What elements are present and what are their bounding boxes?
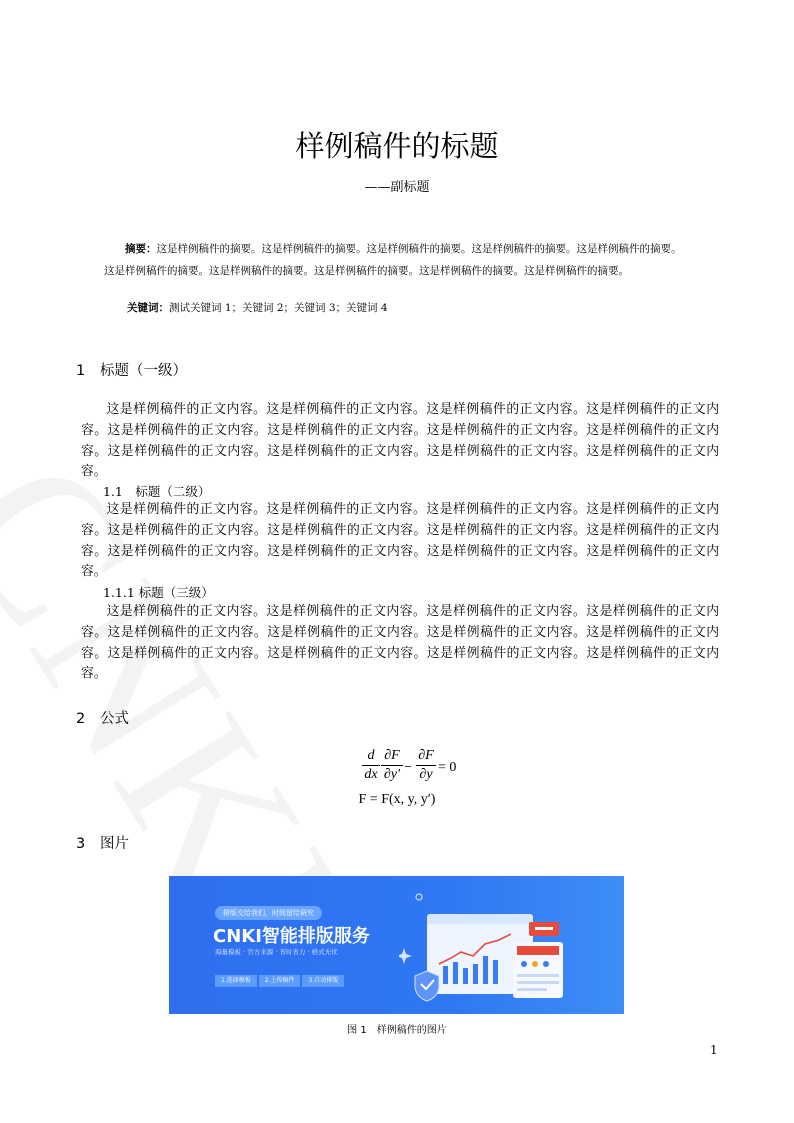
abstract	[104, 238, 690, 282]
minus-sign: −	[404, 760, 412, 775]
section-number: 2	[76, 711, 86, 727]
document-subtitle: ——副标题	[364, 180, 430, 195]
section-title: 图片	[100, 836, 129, 852]
banner-step: 1.选择模板	[215, 975, 257, 987]
keywords-label: 关键词：	[127, 302, 169, 314]
section-number: 3	[76, 836, 86, 852]
banner-tagline: 海量模板 · 官方来源 · 省时省力 · 格式无忧	[215, 948, 338, 956]
section-heading-2	[76, 707, 129, 728]
abstract-text: 这是样例稿件的摘要。这是样例稿件的摘要。这是样例稿件的摘要。这是样例稿件的摘要。这是样例稿件的摘要。这是样例稿件的摘要。这是样例稿件的摘要。这是样例稿件的摘要。这是样例稿件的摘要。这是样例稿件的摘要。	[104, 243, 682, 277]
abstract-label: 摘要：	[125, 243, 157, 255]
section-title: 公式	[100, 711, 129, 727]
figure-banner-image	[169, 876, 624, 1014]
section-heading-3	[76, 832, 129, 853]
banner-title: CNKI智能排版服务	[213, 926, 370, 947]
fraction-dF-dy: ∂F ∂y	[416, 748, 436, 783]
section-title: 标题（一级）	[100, 363, 187, 379]
keywords-text: 测试关键词 1；关键词 2；关键词 3；关键词 4	[169, 302, 388, 314]
formula-definition: F = F(x, y, y′)	[358, 792, 436, 807]
dashboard-illustration-icon	[399, 886, 614, 1006]
equals-zero: = 0	[438, 760, 457, 775]
section-heading-1	[76, 359, 187, 380]
document-title: 样例稿件的标题	[295, 129, 499, 163]
keywords	[127, 300, 388, 315]
banner-step: 2.上传稿件	[259, 975, 301, 987]
subheading-level-2: 1.1 标题（二级）	[103, 484, 211, 499]
banner-steps	[215, 967, 346, 987]
fraction-dF-dyprime: ∂F ∂y′	[381, 748, 403, 783]
subheading-level-3: 1.1.1 标题（三级）	[103, 585, 214, 600]
body-paragraph: 这是样例稿件的正文内容。这是样例稿件的正文内容。这是样例稿件的正文内容。这是样例稿件的正文内容。这是样例稿件的正文内容。这是样例稿件的正文内容。这是样例稿件的正文内容。这是样例稿件的正文内容。这是样例稿件的正文内容。这是样例稿件的正文内容。这是样例稿件的正文内容。这是样例稿件的正文内容。	[81, 402, 719, 480]
figure-caption: 图 1 样例稿件的图片	[347, 1025, 447, 1036]
page-number: 1	[710, 1043, 718, 1057]
body-paragraph: 这是样例稿件的正文内容。这是样例稿件的正文内容。这是样例稿件的正文内容。这是样例稿件的正文内容。这是样例稿件的正文内容。这是样例稿件的正文内容。这是样例稿件的正文内容。这是样例稿件的正文内容。这是样例稿件的正文内容。这是样例稿件的正文内容。这是样例稿件的正文内容。这是样例稿件的正文内容。	[81, 502, 719, 580]
banner-step: 3.自动排版	[302, 975, 344, 987]
fraction-d-dx: d dx	[362, 748, 380, 783]
body-paragraph: 这是样例稿件的正文内容。这是样例稿件的正文内容。这是样例稿件的正文内容。这是样例稿件的正文内容。这是样例稿件的正文内容。这是样例稿件的正文内容。这是样例稿件的正文内容。这是样例稿件的正文内容。这是样例稿件的正文内容。这是样例稿件的正文内容。这是样例稿件的正文内容。这是样例稿件的正文内容。	[81, 604, 719, 682]
banner-pill: 排版交给我们，时间留给研究	[215, 906, 322, 920]
section-number: 1	[76, 363, 86, 379]
